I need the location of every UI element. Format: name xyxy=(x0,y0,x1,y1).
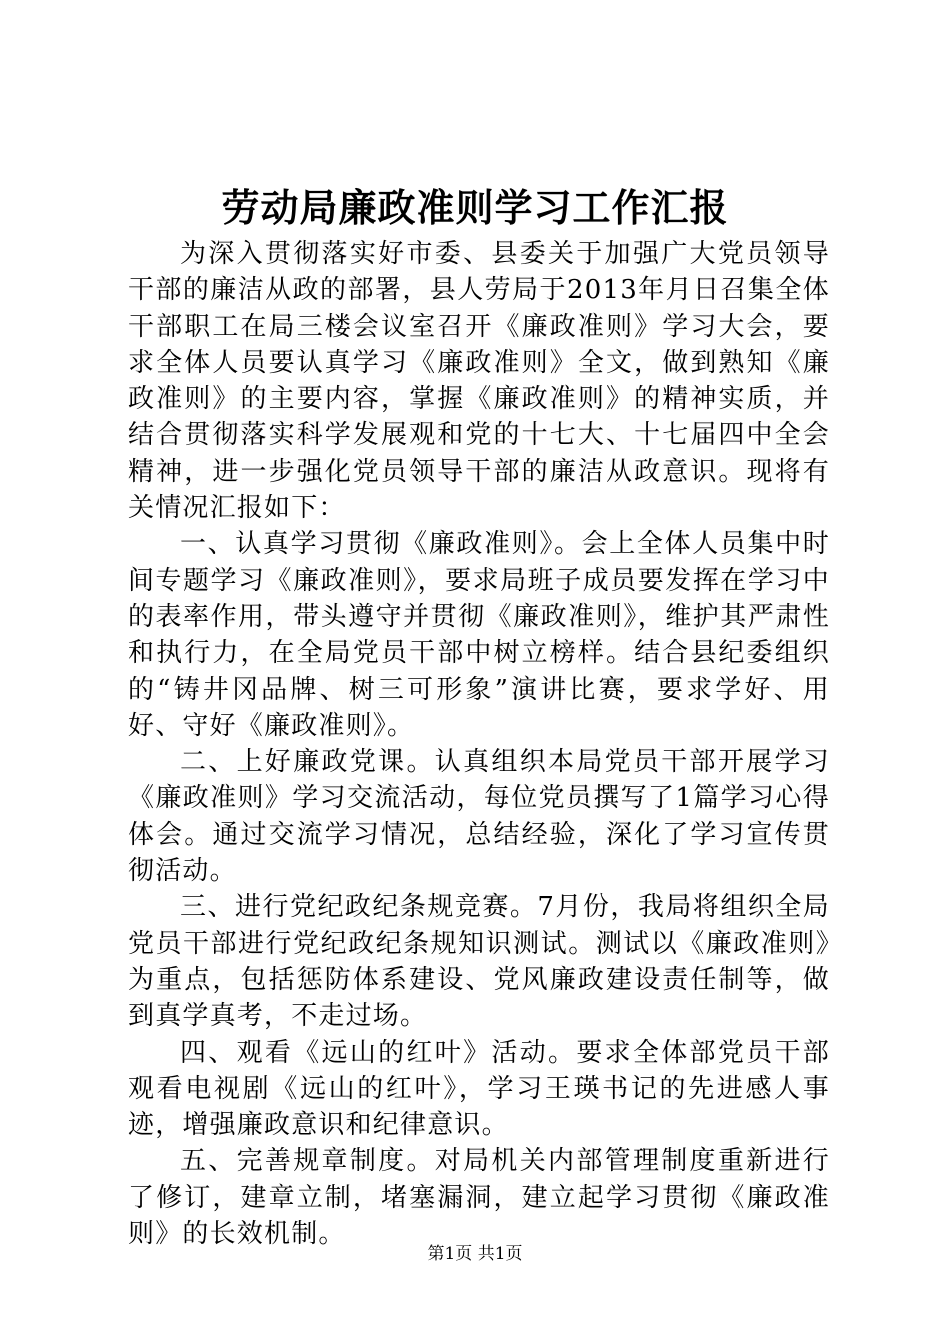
paragraph-section-4: 四、观看《远山的红叶》活动。要求全体部党员干部观看电视剧《远山的红叶》，学习王瑛书记的先进感人事迹，增强廉政意识和纪律意识。 xyxy=(128,1037,830,1141)
paragraph-section-1: 一、认真学习贯彻《廉政准则》。会上全体人员集中时间专题学习《廉政准则》，要求局班子成员要发挥在学习中的表率作用，带头遵守并贯彻《廉政准则》，维护其严肃性和执行力，在全局党员干部中树立榜样。结合县纪委组织的“铸井冈品牌、树三可形象”演讲比赛，要求学好、用好、守好《廉政准则》。 xyxy=(128,529,830,741)
paragraph-section-5: 五、完善规章制度。对局机关内部管理制度重新进行了修订，建章立制，堵塞漏洞，建立起学习贯彻《廉政准则》的长效机制。 xyxy=(128,1146,830,1250)
page-total: 共1页 xyxy=(477,1244,523,1264)
page-footer xyxy=(0,1242,950,1266)
document-body xyxy=(128,236,830,1252)
paragraph-section-2: 二、上好廉政党课。认真组织本局党员干部开展学习《廉政准则》学习交流活动，每位党员撰写了1篇学习心得体会。通过交流学习情况，总结经验，深化了学习宣传贯彻活动。 xyxy=(128,747,830,887)
page-number: 第1页 xyxy=(427,1244,473,1264)
paragraph-section-3: 三、进行党纪政纪条规竞赛。7月份，我局将组织全局党员干部进行党纪政纪条规知识测试。测试以《廉政准则》为重点，包括惩防体系建设、党风廉政建设责任制等，做到真学真考，不走过场。 xyxy=(128,892,830,1032)
paragraph-intro: 为深入贯彻落实好市委、县委关于加强广大党员领导干部的廉洁从政的部署，县人劳局于2013年月日召集全体干部职工在局三楼会议室召开《廉政准则》学习大会，要求全体人员要认真学习《廉政准则》全文，做到熟知《廉政准则》的主要内容，掌握《廉政准则》的精神实质，并结合贯彻落实科学发展观和党的十七大、十七届四中全会精神，进一步强化党员领导干部的廉洁从政意识。现将有关情况汇报如下： xyxy=(128,239,830,524)
document-title: 劳动局廉政准则学习工作汇报 xyxy=(221,185,729,230)
